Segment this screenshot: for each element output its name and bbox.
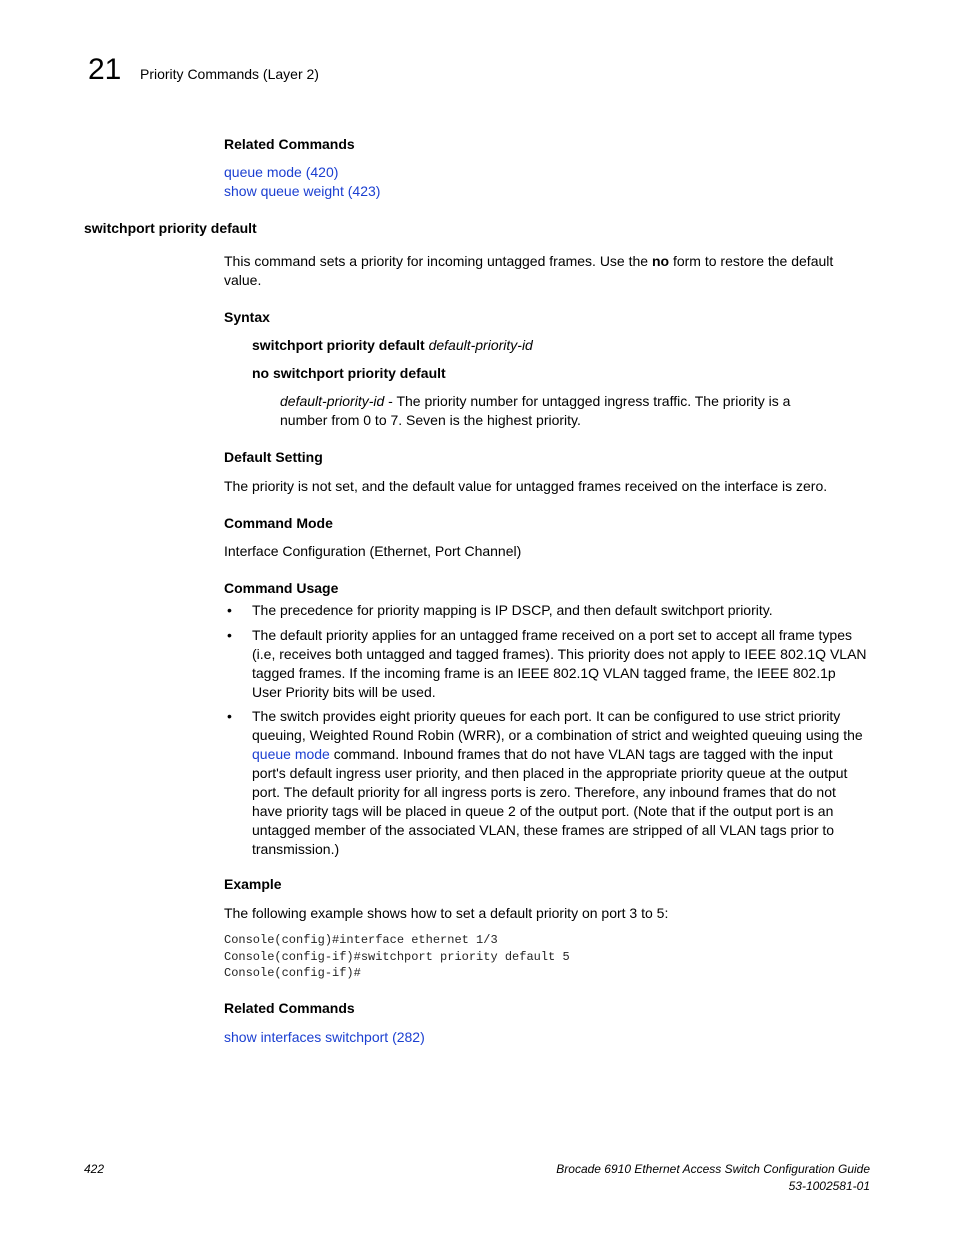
syntax-heading: Syntax (224, 309, 270, 325)
default-setting-heading: Default Setting (224, 449, 323, 465)
example-intro: The following example shows how to set a default priority on port 3 to 5: (224, 905, 669, 921)
related-commands-heading: Related Commands (224, 136, 355, 152)
page-number: 422 (84, 1162, 105, 1176)
chapter-number: 21 (88, 53, 122, 86)
syntax-line-1 (252, 336, 533, 355)
link-queue-mode[interactable]: queue mode (420) (224, 164, 339, 180)
link-show-interfaces-switchport[interactable]: show interfaces switchport (282) (224, 1029, 425, 1045)
usage-bullet-2 (227, 626, 867, 702)
link-show-queue-weight[interactable]: show queue weight (423) (224, 183, 381, 199)
usage-bullet-1-text: The precedence for priority mapping is IP DSCP, and then default switchport priority. (252, 602, 773, 618)
example-heading: Example (224, 876, 282, 892)
guide-title: Brocade 6910 Ethernet Access Switch Configuration Guide (556, 1162, 870, 1176)
usage-bullet-2-text: The default priority applies for an untagged frame received on a port set to accept all frame types (i.e, receives both untagged and tagged frames). This priority does not apply to IEEE 802.1Q VLAN tagged frames. If the incoming frame is an IEEE 802.1Q VLAN tagged frame, the IEEE 802.1p User Priority bits will be used. (252, 627, 867, 700)
bullet-icon: • (227, 627, 232, 643)
bullet-3-pre: The switch provides eight priority queues for each port. It can be configured to use strict priority queuing, Weighted Round Robin (WRR), or a combination of strict and weighted queuing using the (252, 708, 863, 743)
bullet-icon: • (227, 708, 232, 724)
description-post: form to restore the default value. (224, 253, 834, 288)
link-queue-mode-inline[interactable]: queue mode (252, 746, 330, 762)
code-line-1: Console(config)#interface ethernet 1/3 (224, 933, 498, 947)
bullet-3-post: command. Inbound frames that do not have VLAN tags are tagged with the input port's default ingress user priority, and then placed in the appropriate priority queue at the output port. The default priority for all ingress ports is zero. Therefore, any inbound frames that do not have priority tags will be placed in queue 2 of the output port. (Note that if the output port is an untagged member of the associated VLAN, these frames are stripped of all VLAN tags prior to transmission.) (252, 746, 848, 857)
syntax-parameter: default-priority-id (428, 337, 533, 353)
related-commands-bottom-heading: Related Commands (224, 1000, 355, 1016)
usage-bullet-3-text (252, 707, 867, 859)
bullet-icon: • (227, 602, 232, 618)
code-line-2: Console(config-if)#switchport priority default 5 (224, 949, 570, 964)
usage-bullet-3 (227, 707, 867, 859)
command-mode-text: Interface Configuration (Ethernet, Port Channel) (224, 543, 522, 559)
description-pre: This command sets a priority for incoming untagged frames. Use the (224, 253, 652, 269)
chapter-title: Priority Commands (Layer 2) (140, 66, 319, 82)
document-number: 53-1002581-01 (788, 1179, 870, 1193)
syntax-line-2 (252, 364, 446, 383)
description-keyword: no (651, 253, 670, 269)
parameter-name: default-priority-id (280, 393, 385, 409)
syntax-no-command: no switchport priority default (252, 365, 446, 381)
syntax-command: switchport priority default (252, 337, 425, 353)
command-title: switchport priority default (84, 220, 257, 236)
usage-bullet-1 (227, 601, 867, 620)
code-line-3: Console(config-if)# (224, 966, 361, 980)
parameter-description (280, 392, 840, 430)
parameter-text: - The priority number for untagged ingress traffic. The priority is a number from 0 to 7. Seven is the highest priority. (280, 393, 791, 428)
command-description (224, 252, 869, 290)
command-usage-heading: Command Usage (224, 580, 339, 596)
default-setting-text: The priority is not set, and the default value for untagged frames received on the interface is zero. (224, 478, 828, 494)
command-mode-heading: Command Mode (224, 515, 333, 531)
